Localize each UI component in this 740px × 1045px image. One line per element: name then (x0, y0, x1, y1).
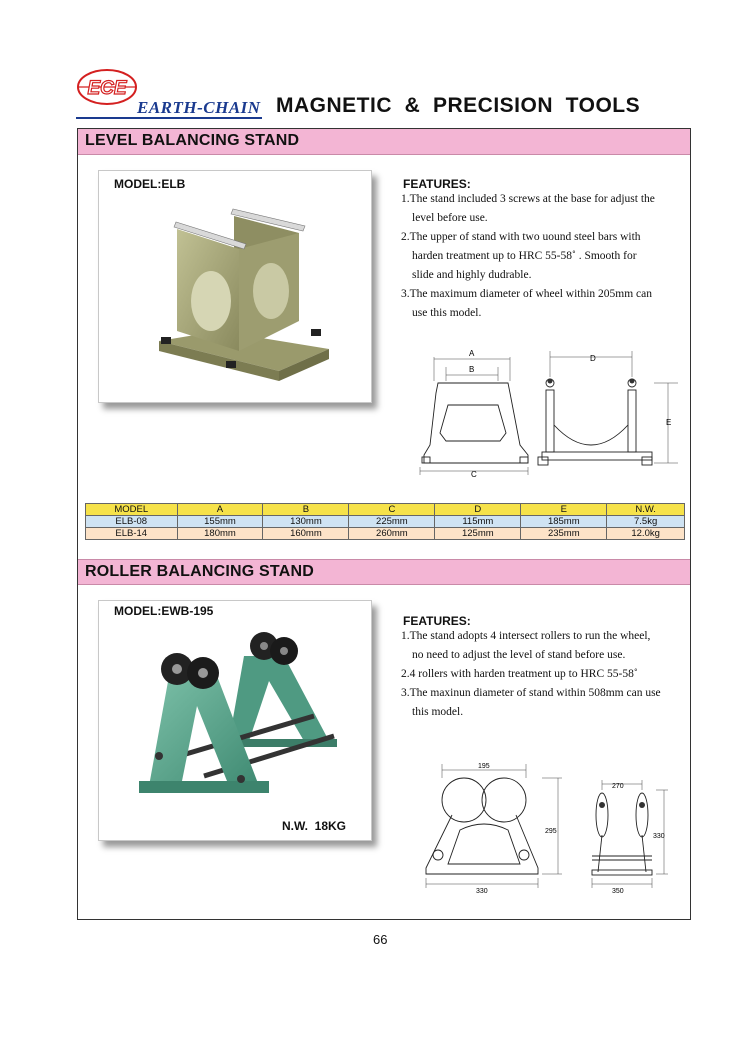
feature-line: 2.4 rollers with harden treatment up to HRC 55-58˚ (401, 668, 638, 680)
feature-line: harden treatment up to HRC 55-58˚ . Smooth for (412, 250, 637, 262)
page-number: 66 (373, 932, 388, 947)
feature-item (401, 190, 691, 228)
feature-line: 1.The stand adopts 4 intersect rollers to run the wheel, (401, 630, 651, 642)
dim-label-270: 270 (612, 783, 624, 790)
feature-item (401, 627, 691, 665)
dim-label-c: C (471, 470, 477, 479)
model-label-elb: MODEL:ELB (114, 177, 186, 191)
feature-item (401, 285, 691, 323)
feature-line: 3.The maximum diameter of wheel within 205mm can (401, 288, 653, 300)
features-heading-1: FEATURES: (403, 177, 471, 191)
table-cell: 235mm (521, 528, 607, 540)
features-list-1 (401, 190, 691, 323)
table-row (86, 516, 685, 528)
feature-line: 2.The upper of stand with two uound steel bars with (401, 231, 641, 243)
feature-line: 1.The stand included 3 screws at the base for adjust the (401, 193, 655, 205)
dim-label-330-width: 330 (476, 888, 488, 895)
ewb-stand-image (99, 601, 371, 840)
table-cell: 125mm (435, 528, 521, 540)
elb-dimension-drawing (410, 345, 680, 480)
section-title-roller-balancing: ROLLER BALANCING STAND (78, 559, 690, 585)
column-header: MODEL (86, 504, 178, 516)
column-header: A (177, 504, 263, 516)
ewb-dimension-drawing (412, 760, 672, 900)
table-cell: ELB-14 (86, 528, 178, 540)
dim-label-330-height: 330 (653, 833, 665, 840)
elb-stand-image (99, 171, 371, 402)
ece-logo (76, 68, 138, 106)
feature-line: use this model. (412, 307, 482, 319)
table-cell: 130mm (263, 516, 349, 528)
features-list-2 (401, 627, 691, 722)
table-row (86, 528, 685, 540)
dim-label-b: B (469, 365, 475, 374)
table-cell: 260mm (349, 528, 435, 540)
spec-table (85, 503, 685, 540)
table-cell: 115mm (435, 516, 521, 528)
dim-label-350: 350 (612, 888, 624, 895)
feature-item (401, 665, 691, 684)
feature-line: slide and highly dudrable. (412, 269, 532, 281)
logo-text: ECE (87, 78, 127, 99)
dim-label-a: A (469, 349, 475, 358)
model-label-ewb: MODEL:EWB-195 (114, 604, 214, 618)
table-header-row (86, 504, 685, 516)
catalog-title: MAGNETIC & PRECISION TOOLS (276, 94, 641, 117)
table-cell: 155mm (177, 516, 263, 528)
table-cell: 160mm (263, 528, 349, 540)
feature-line: this model. (412, 706, 464, 718)
table-cell: 185mm (521, 516, 607, 528)
dim-label-e: E (666, 418, 672, 427)
feature-line: 3.The maxinun diameter of stand within 508mm can use (401, 687, 661, 699)
section-title-level-balancing: LEVEL BALANCING STAND (78, 129, 690, 155)
dim-label-295: 295 (545, 828, 557, 835)
column-header: B (263, 504, 349, 516)
brand-name: EARTH-CHAIN (137, 98, 261, 117)
feature-item (401, 228, 691, 285)
dim-label-d: D (590, 354, 596, 363)
features-heading-2: FEATURES: (403, 614, 471, 628)
column-header: C (349, 504, 435, 516)
table-cell: 180mm (177, 528, 263, 540)
brand-underline (76, 117, 262, 119)
feature-line: level before use. (412, 212, 488, 224)
feature-item (401, 684, 691, 722)
table-cell: 225mm (349, 516, 435, 528)
table-cell: 12.0kg (607, 528, 685, 540)
ewb-product-photo (98, 600, 372, 841)
column-header: E (521, 504, 607, 516)
dim-label-195: 195 (478, 763, 490, 770)
table-cell: ELB-08 (86, 516, 178, 528)
table-cell: 7.5kg (607, 516, 685, 528)
feature-line: no need to adjust the level of stand before use. (412, 649, 626, 661)
net-weight-label: N.W. 18KG (282, 819, 347, 833)
column-header: D (435, 504, 521, 516)
elb-product-photo (98, 170, 372, 403)
column-header: N.W. (607, 504, 685, 516)
